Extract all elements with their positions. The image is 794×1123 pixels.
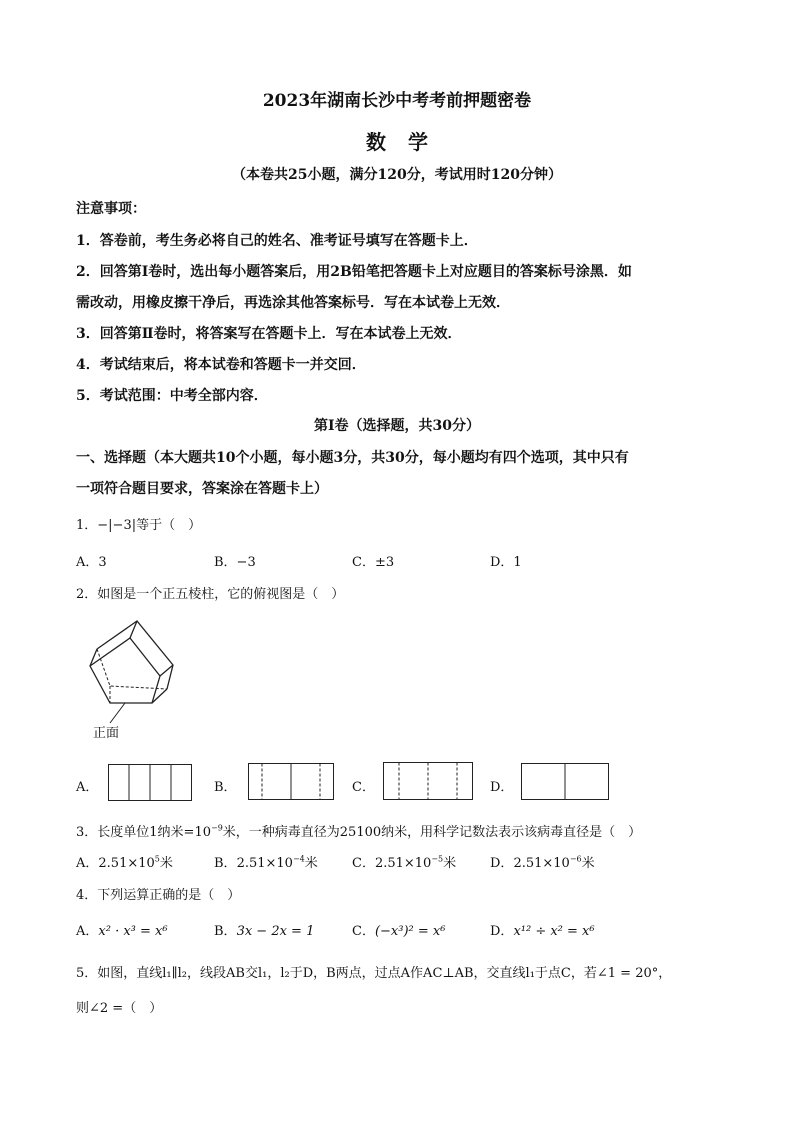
q1-prefix: 1． (76, 518, 98, 533)
q1-option-c: C．±3 (352, 555, 395, 570)
q4-option-c: C．(−x³)² = x⁶ (352, 924, 446, 939)
notice-item-4: 4．考试结束后，将本试卷和答题卡一并交回． (76, 357, 366, 373)
q2-option-c-label: C． (352, 780, 375, 795)
q3-stem (76, 821, 641, 840)
q3-stem-b: =10 (183, 825, 211, 840)
q1-suffix: 等于（ ） (136, 518, 202, 533)
q2-option-b-figure (248, 763, 334, 801)
figure-label-front: 正面 (93, 726, 120, 741)
q2-option-a-figure (108, 764, 192, 802)
q4-option-d: D．x¹² ÷ x² = x⁶ (490, 924, 595, 939)
q1-expr: −|−3| (97, 518, 137, 533)
q1-option-d: D．1 (490, 555, 522, 570)
exam-meta: （本卷共25小题，满分120分，考试用时120分钟） (232, 167, 562, 183)
section-intro-2: 一项符合题目要求，答案涂在答题卡上） (76, 481, 328, 497)
notice-item-5: 5．考试范围：中考全部内容． (76, 388, 268, 404)
q2-stem: 2．如图是一个正五棱柱，它的俯视图是（ ） (76, 587, 345, 602)
notice-heading: 注意事项： (76, 201, 146, 217)
q5-stem-line1: 5．如图，直线l₁∥l₂，线段AB交l₁，l₂于D，B两点，过点A作AC⊥AB，交直线l₁于点C，若∠1 = 20°， (76, 966, 672, 981)
q3-option-d: D．$2.51\times 10^{-6}$米 (490, 854, 595, 871)
q3-option-a: A．$2.51\times 10^5$米 (76, 854, 173, 871)
q4-option-a: A．x² · x³ = x⁶ (76, 924, 168, 939)
q3-stem-a: 3．长度单位1纳米 (76, 825, 184, 840)
q3-stem-c: 米，一种病毒直径为25100纳米，用科学记数法表示该病毒直径是（ ） (222, 825, 642, 840)
q3-stem-exp: −9 (210, 823, 223, 833)
q2-option-d-figure (521, 763, 609, 801)
pentagonal-prism-figure (80, 618, 210, 733)
q1-option-a: A．3 (76, 555, 107, 570)
q3-option-b: B．$2.51\times 10^{-4}$米 (214, 854, 318, 871)
q5-stem-line2: 则∠2 =（ ） (76, 1001, 163, 1016)
q4-stem: 4．下列运算正确的是（ ） (76, 888, 241, 903)
q4-option-b: B．3x − 2x = 1 (214, 924, 315, 939)
exam-subject: 数学 (366, 130, 450, 154)
section-intro-1: 一、选择题（本大题共10个小题，每小题3分，共30分，每小题均有四个选项，其中只有 (76, 450, 629, 466)
exam-title: 2023年湖南长沙中考考前押题密卷 (262, 91, 532, 111)
notice-item-3: 3．回答第Ⅱ卷时，将答案写在答题卡上．写在本试卷上无效． (76, 326, 462, 342)
q2-option-a-label: A． (76, 780, 99, 795)
notice-item-2-cont: 需改动，用橡皮擦干净后，再选涂其他答案标号．写在本试卷上无效． (76, 295, 510, 311)
section-title: 第Ⅰ卷（选择题，共30分） (313, 418, 481, 434)
q1-stem (76, 514, 201, 533)
q2-option-d-label: D． (490, 780, 514, 795)
q1-option-b: B．−3 (214, 555, 256, 570)
notice-item-2: 2．回答第Ⅰ卷时，选出每小题答案后，用2B铅笔把答题卡上对应题目的答案标号涂黑．如 (76, 264, 632, 280)
q2-option-b-label: B． (214, 780, 237, 795)
q2-option-c-figure (383, 762, 473, 800)
q3-option-c: C．$2.51\times 10^{-5}$米 (352, 854, 457, 871)
notice-item-1: 1．答卷前，考生务必将自己的姓名、准考证号填写在答题卡上． (76, 233, 478, 249)
